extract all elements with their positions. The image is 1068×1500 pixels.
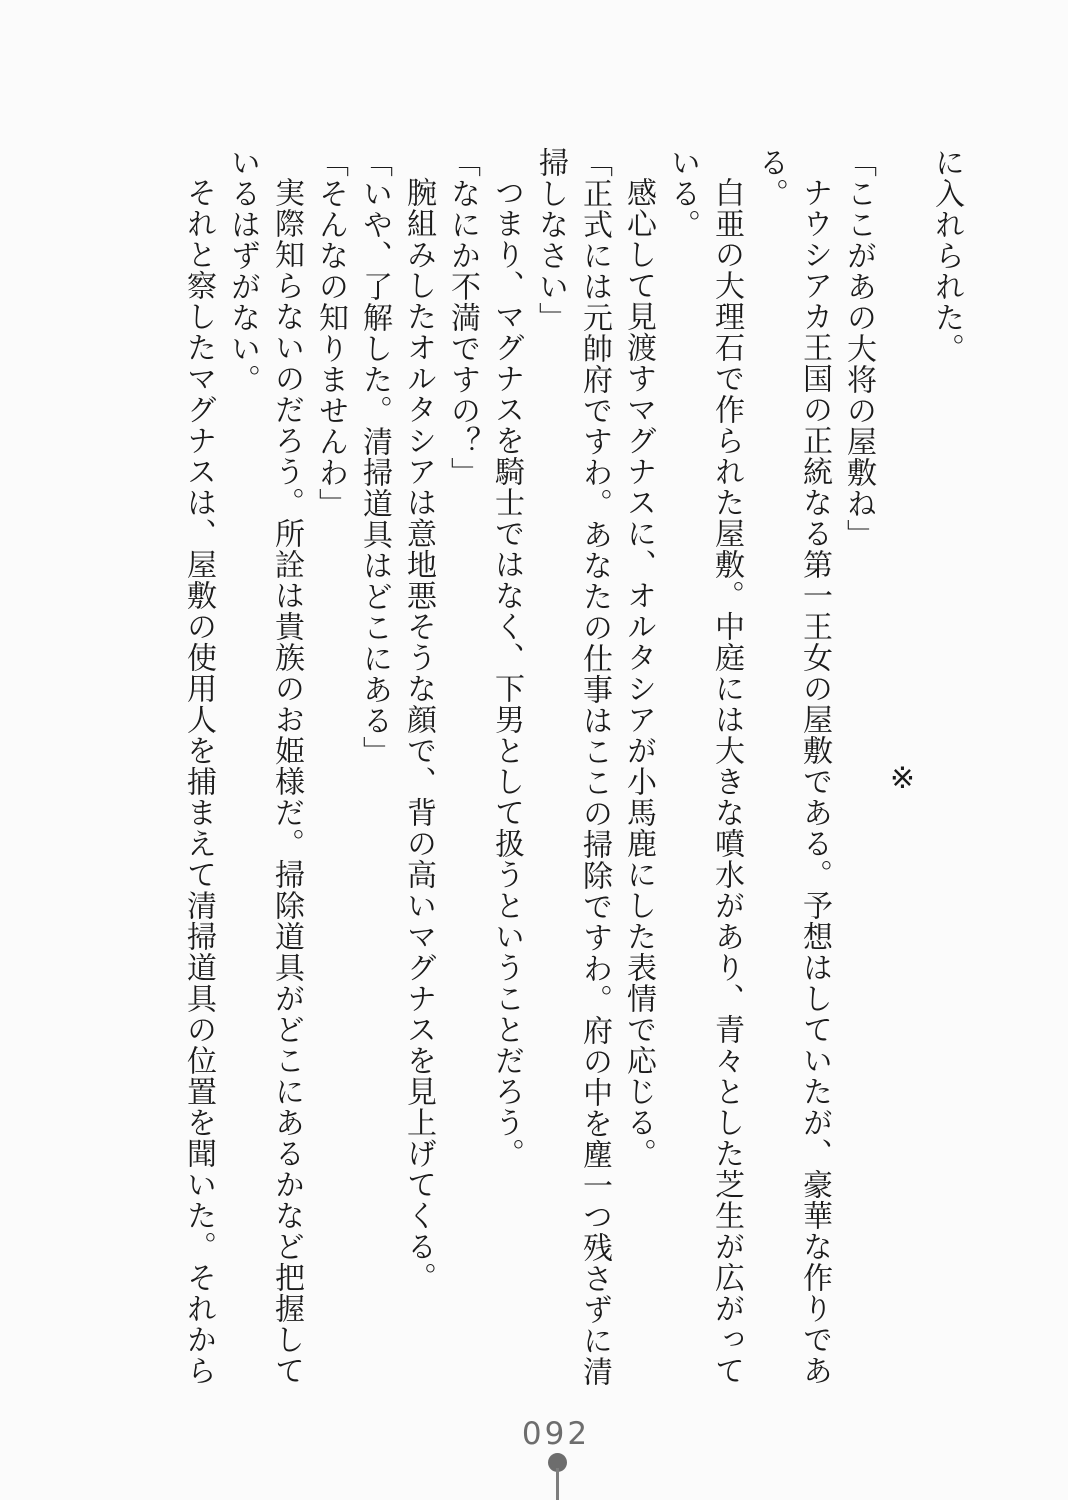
text-line: つまり、マグナスを騎士ではなく、下男として扱うということだろう。 — [490, 177, 523, 1169]
page-number: 092 — [521, 1416, 591, 1452]
text-line: る。 — [754, 147, 787, 209]
text-line: に入れられた。 — [930, 147, 963, 364]
text-line: 実際知らないのだろう。所詮は貴族のお姫様だ。掃除道具がどこにあるかなど把握して — [270, 177, 303, 1386]
vertical-text-block — [176, 147, 968, 1409]
text-line: いるはずがない。 — [226, 147, 259, 395]
text-line: 掃しなさい」 — [534, 147, 567, 333]
text-line: ナウシアカ王国の正統なる第一王女の屋敷である。予想はしていたが、豪華な作りであ — [798, 177, 831, 1386]
text-line: 「なにか不満ですの？」 — [446, 147, 479, 488]
text-line: それと察したマグナスは、屋敷の使用人を捕まえて清掃道具の位置を聞いた。それから — [182, 177, 215, 1386]
section-divider: ※ — [886, 760, 919, 796]
text-line: 白亜の大理石で作られた屋敷。中庭には大きな噴水があり、青々とした芝生が広がって — [710, 177, 743, 1386]
text-line: 感心して見渡すマグナスに、オルタシアが小馬鹿にした表情で応じる。 — [622, 177, 655, 1169]
text-line: 「そんなの知りませんわ」 — [314, 147, 347, 519]
text-line: 腕組みしたオルタシアは意地悪そうな顔で、背の高いマグナスを見上げてくる。 — [402, 177, 435, 1293]
text-line: いる。 — [666, 147, 699, 240]
text-line: 「いや、了解した。清掃道具はどこにある」 — [358, 147, 391, 767]
text-line: 「ここがあの大将の屋敷ね」 — [842, 147, 875, 550]
text-line: 「正式には元帥府ですわ。あなたの仕事はここの掃除ですわ。府の中を塵一つ残さずに清 — [578, 147, 611, 1387]
footer-marker-line — [556, 1468, 559, 1500]
